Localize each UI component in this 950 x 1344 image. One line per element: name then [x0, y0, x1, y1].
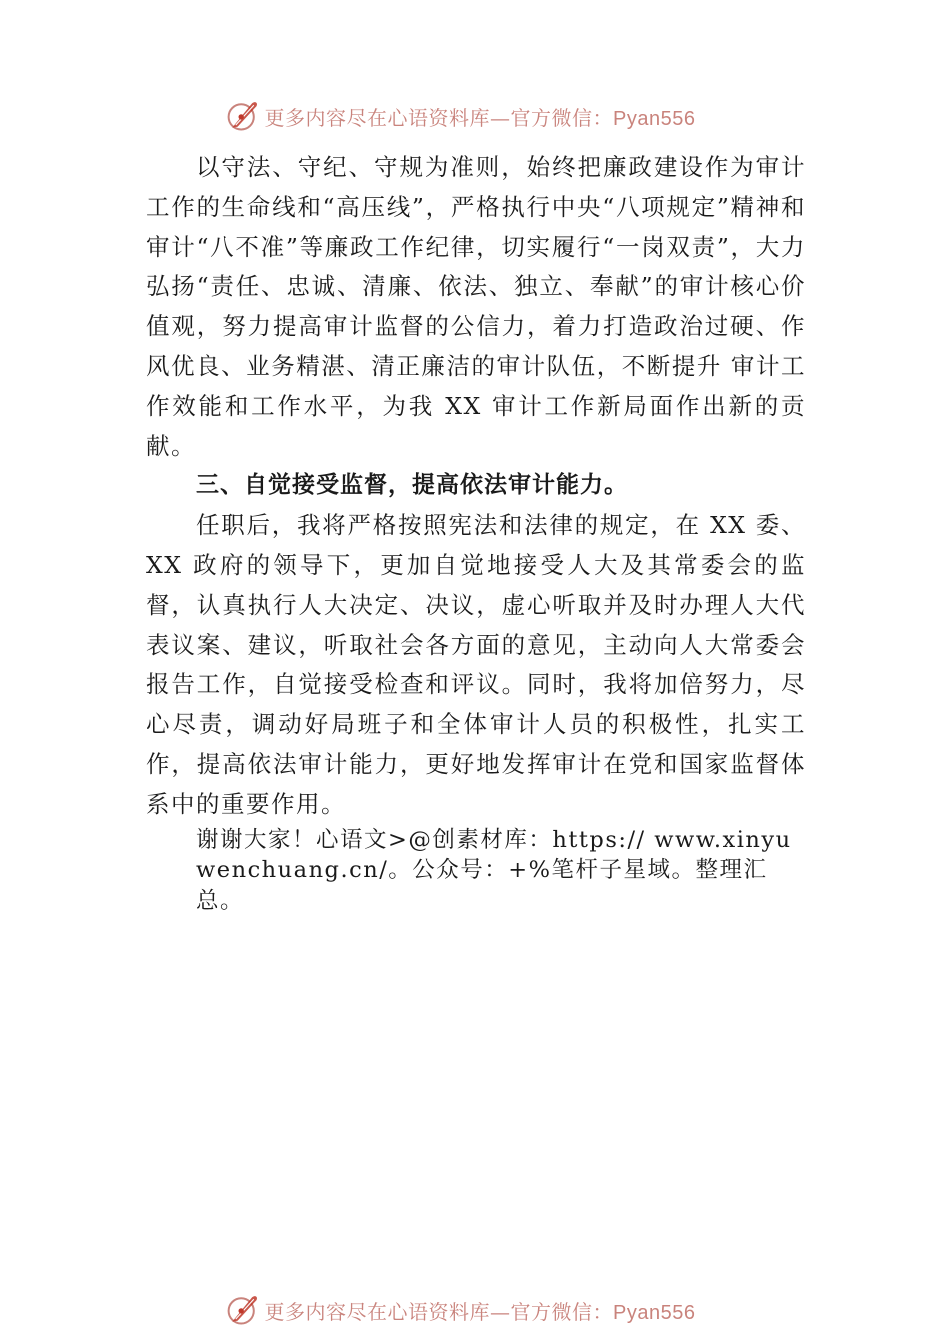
- paragraph-supervision: 任职后，我将严格按照宪法和法律的规定，在 XX 委、XX 政府的领导下，更加自觉地接受人大及其常委会的监督，认真执行人大决定、决议，虚心听取并及时办理人大代表议案、建议，听取社会各方面的意见，主动向人大常委会报告工作，自觉接受检查和评议。同时，我将加倍努力，尽心尽责，调动好局班子和全体审计人员的积极性，扎实工作，提高依法审计能力，更好地发挥审计在党和国家监督体系中的重要作用。: [146, 511, 806, 818]
- feather-pen-logo-icon: [225, 1292, 261, 1328]
- footer-wechat-id: Pyan556: [613, 1301, 696, 1324]
- header-wechat-id: Pyan556: [613, 107, 696, 130]
- closing-remark: 谢谢大家！心语文>@创素材库：https:// www.xinyuwenchuang.cn/。公众号：+%笔杆子星域。整理汇总。: [196, 826, 792, 914]
- section-heading-3: 三、自觉接受监督，提高依法审计能力。: [196, 472, 628, 499]
- paragraph-integrity: 以守法、守纪、守规为准则，始终把廉政建设作为审计工作的生命线和“高压线”，严格执行中央“八项规定”精神和审计“八不准”等廉政工作纪律，切实履行“一岗双责”，大力弘扬“责任、忠诚、清廉、依法、独立、奉献”的审计核心价值观，努力提高审计监督的公信力，着力打造政治过硬、作风优良、业务精湛、清正廉洁的审计队伍，不断提升 审计工作效能和工作水平，为我 XX 审计工作新局面作出新的贡献。: [146, 153, 806, 460]
- document-body: [146, 148, 806, 916]
- header-brand-text: 更多内容尽在心语资料库—官方微信：Pyan556: [264, 105, 696, 130]
- page-footer: [0, 1290, 950, 1330]
- feather-pen-logo-icon: [225, 98, 261, 134]
- page-header: [0, 96, 950, 136]
- footer-brand-text: 更多内容尽在心语资料库—官方微信：Pyan556: [264, 1299, 696, 1324]
